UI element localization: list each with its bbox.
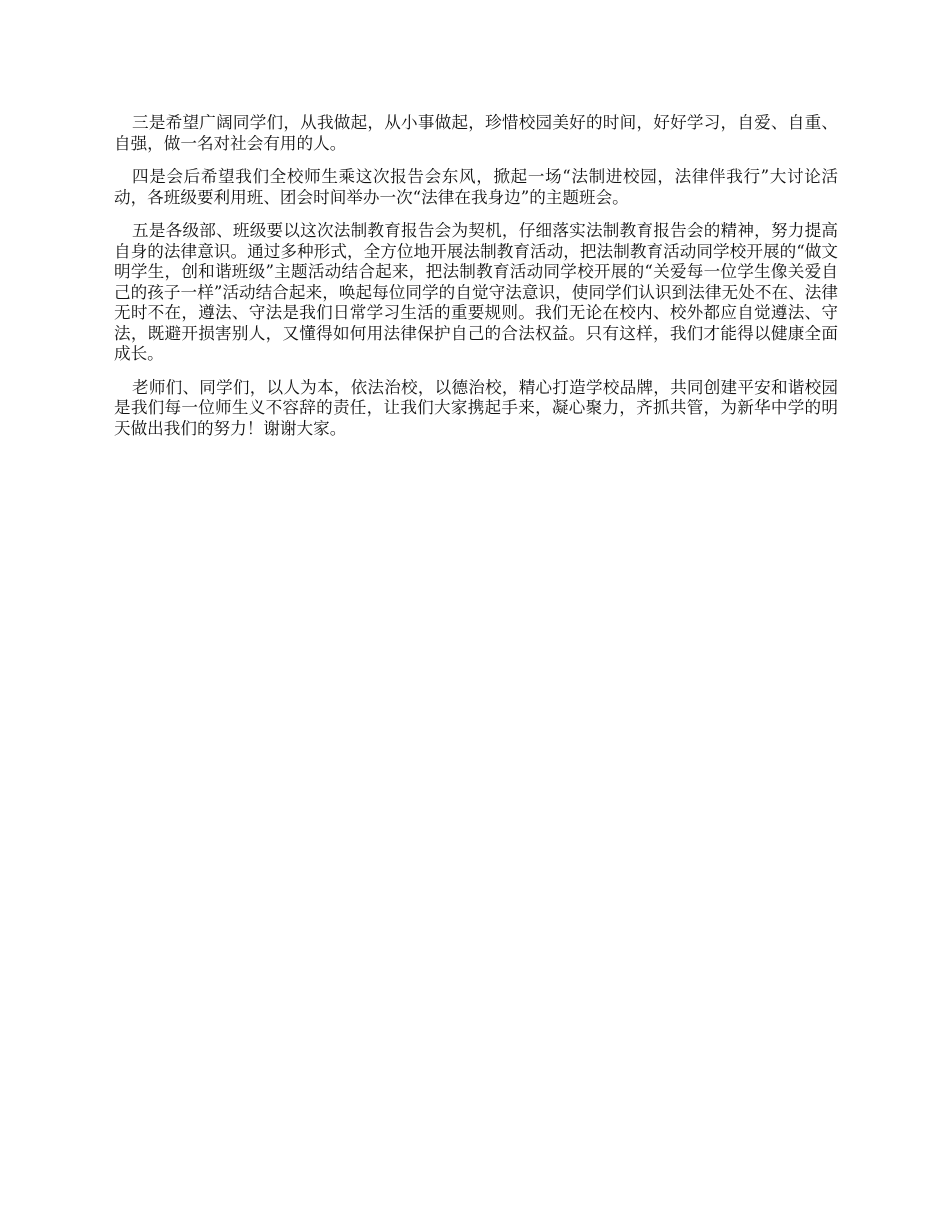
- paragraph-3: 五是各级部、班级要以这次法制教育报告会为契机，仔细落实法制教育报告会的精神，努力提高自身的法律意识。通过多种形式，全方位地开展法制教育活动，把法制教育活动同学校开展的“做文明学生，创和谐班级”主题活动结合起来，把法制教育活动同学校开展的“关爱每一位学生像关爱自己的孩子一样”活动结合起来，唤起每位同学的自觉守法意识，使同学们认识到法律无处不在、法律无时不在，遵法、守法是我们日常学习生活的重要规则。我们无论在校内、校外都应自觉遵法、守法，既避开损害别人，又懂得如何用法律保护自己的合法权益。只有这样，我们才能得以健康全面成长。: [114, 221, 838, 363]
- paragraph-1: 三是希望广阔同学们，从我做起，从小事做起，珍惜校园美好的时间，好好学习，自爱、自重、自强，做一名对社会有用的人。: [114, 113, 838, 153]
- document-body: [114, 113, 838, 452]
- paragraph-4: 老师们、同学们，以人为本，依法治校，以德治校，精心打造学校品牌，共同创建平安和谐校园是我们每一位师生义不容辞的责任，让我们大家携起手来，凝心聚力，齐抓共管，为新华中学的明天做出我们的努力！谢谢大家。: [114, 377, 838, 438]
- paragraph-2: 四是会后希望我们全校师生乘这次报告会东风，掀起一场“法制进校园，法律伴我行”大讨论活动，各班级要利用班、团会时间举办一次“法律在我身边”的主题班会。: [114, 167, 838, 207]
